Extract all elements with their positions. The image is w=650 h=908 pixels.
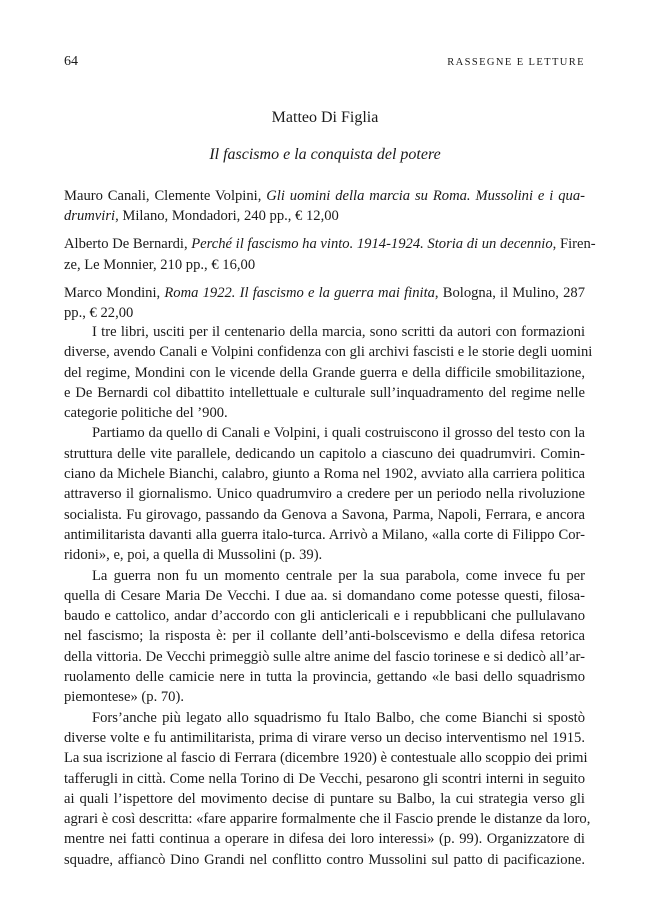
body-line: piemontese» (p. 70). bbox=[64, 689, 184, 706]
book-reference bbox=[64, 234, 596, 274]
body-line: mentre nei fatti continua a operare in difesa dei loro interessi» (p. 99). Organizzatore di bbox=[64, 831, 585, 848]
body-text bbox=[64, 322, 593, 870]
book-reference bbox=[64, 283, 585, 323]
body-line: socialista. Fu girovago, passando da Genova a Savona, Parma, Napoli, Ferrara, e ancora bbox=[64, 506, 585, 523]
body-line: Fors’anche più legato allo squadrismo fu Italo Balbo, che come Bianchi si spostò bbox=[92, 709, 585, 726]
body-line: baudo e cattolico, andar d’accordo con gli anticlericali e i repubblicani che pullulavano bbox=[64, 608, 585, 625]
reference-line: drumviri, Milano, Mondadori, 240 pp., € 12,00 bbox=[64, 208, 339, 225]
body-line: nel fascismo; la risposta è: per il collante dell’anti-bolscevismo e della difesa retorica bbox=[64, 628, 585, 645]
body-line: ai quali l’ispettore del movimento decise di puntare su Balbo, la cui strategia verso gli bbox=[64, 790, 585, 807]
body-line: struttura delle vite parallele, dedicando un capitolo a ciascuno dei quadrumviri. Comin- bbox=[64, 445, 585, 462]
body-line: ciano da Michele Bianchi, calabro, giunto a Roma nel 1902, avviato alla carriera politica bbox=[64, 466, 585, 483]
body-line: diverse, avendo Canali e Volpini confidenza con gli archivi fascisti e le storie degli uomini bbox=[64, 344, 593, 361]
body-line: del regime, Mondini con le vicende della Grande guerra e della difficile smobilitazione, bbox=[64, 364, 585, 381]
body-line: tafferugli in città. Come nella Torino di De Vecchi, pesarono gli scontri interni in seguito bbox=[64, 770, 585, 787]
body-line: attraverso il giornalismo. Unico quadrumviro a credere per un periodo nella rivoluzione bbox=[64, 486, 585, 503]
body-line: squadre, affiancò Dino Grandi nel conflitto contro Mussolini sul patto di pacificazione. bbox=[64, 851, 585, 868]
article-title: Il fascismo e la conquista del potere bbox=[209, 146, 441, 163]
reference-line: Alberto De Bernardi, Perché il fascismo ha vinto. 1914-1924. Storia di un decennio, Firen- bbox=[64, 236, 596, 253]
book-reference bbox=[64, 186, 585, 226]
section-title: RASSEGNE E LETTURE bbox=[447, 57, 585, 68]
body-line: I tre libri, usciti per il centenario della marcia, sono scritti da autori con formazioni bbox=[92, 324, 585, 340]
body-line: agrari è così descritta: «fare apparire formalmente che il Fascio prende le distanze da loro, bbox=[64, 811, 591, 828]
reference-line: Marco Mondini, Roma 1922. Il fascismo e la guerra mai finita, Bologna, il Mulino, 287 bbox=[64, 284, 586, 301]
body-line: antimilitarista davanti alla guerra italo-turca. Arrivò a Milano, «alla corte di Filippo Cor- bbox=[64, 526, 585, 543]
body-line: ridoni», e, poi, a quella di Mussolini (p. 39). bbox=[64, 547, 323, 564]
reference-line: ze, Le Monnier, 210 pp., € 16,00 bbox=[64, 256, 256, 273]
body-line: della vittoria. De Vecchi primeggiò sulle altre anime del fascio torinese e si dedicò all’ar- bbox=[64, 648, 585, 665]
reference-line: Mauro Canali, Clemente Volpini, Gli uomini della marcia su Roma. Mussolini e i qua- bbox=[64, 188, 585, 204]
page-number: 64 bbox=[64, 54, 78, 69]
body-line: e De Bernardi col dibattito intellettuale e culturale sull’inquadramento del regime nelle bbox=[64, 384, 585, 401]
body-line: categorie politiche del ’900. bbox=[64, 405, 228, 422]
body-line: Partiamo da quello di Canali e Volpini, i quali costruiscono il grosso del testo con la bbox=[92, 425, 585, 442]
body-line: La guerra non fu un momento centrale per la sua parabola, come invece fu per bbox=[92, 567, 585, 584]
body-line: ruolamento delle camicie nere in tutta la provincia, gettando «le basi dello squadrismo bbox=[64, 669, 585, 686]
body-line: La sua iscrizione al fascio di Ferrara (dicembre 1920) è contestuale allo scoppio dei primi bbox=[64, 750, 588, 767]
body-line: diverse volte e fu antimilitarista, prima di virare verso un deciso interventismo nel 1915. bbox=[64, 729, 585, 746]
article-author: Matteo Di Figlia bbox=[271, 109, 379, 126]
reference-line: pp., € 22,00 bbox=[64, 305, 134, 322]
running-head bbox=[64, 54, 585, 70]
reviewed-books bbox=[64, 186, 596, 331]
body-line: quella di Cesare Maria De Vecchi. I due aa. si domandano come potesse questi, filosa- bbox=[64, 587, 585, 604]
